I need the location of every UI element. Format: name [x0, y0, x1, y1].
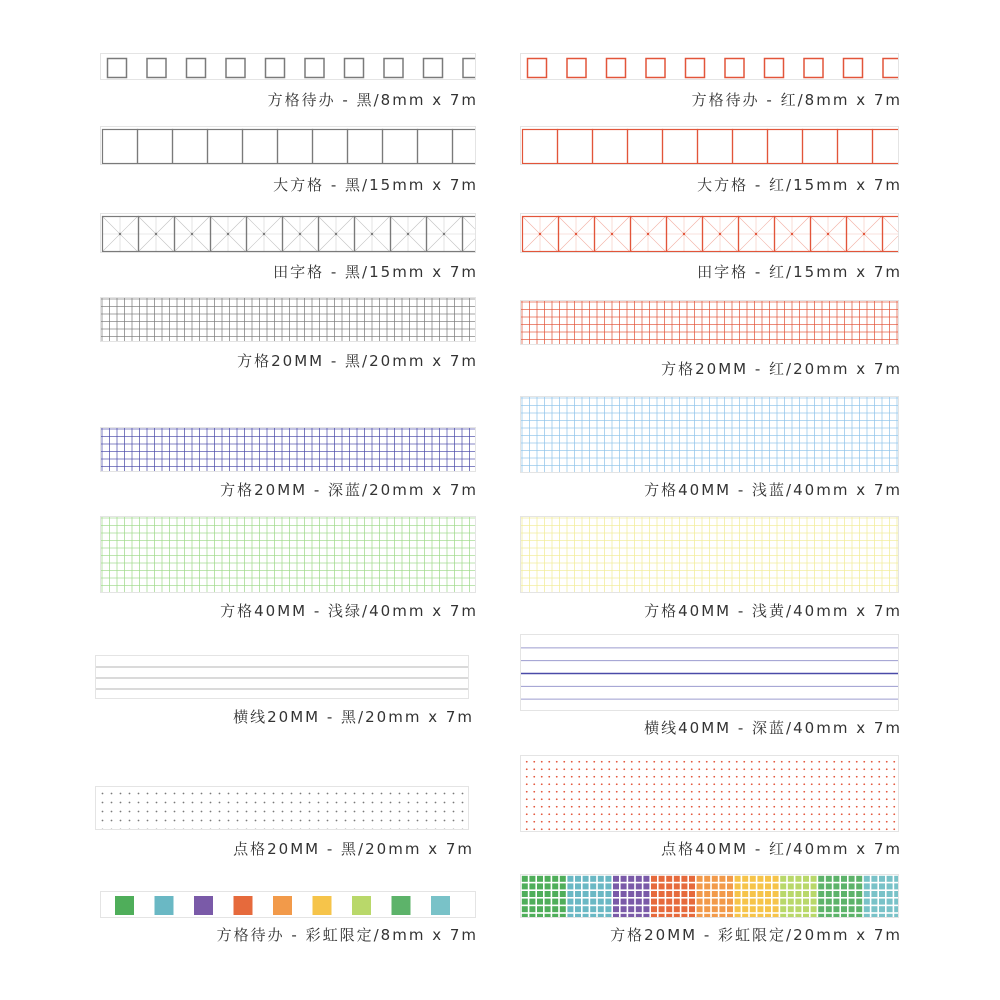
tape-pattern: [101, 54, 476, 80]
tape-pattern: [521, 54, 899, 80]
tape-grid20-rainbow: [520, 874, 899, 918]
tape-label-grid20-black: 方格20MM - 黑/20mm x 7m: [237, 352, 478, 370]
tape-big-red: [520, 126, 899, 165]
tape-label-dots20-black: 点格20MM - 黑/20mm x 7m: [233, 840, 474, 858]
tape-label-big-red: 大方格 - 红/15mm x 7m: [697, 176, 902, 194]
tape-pattern: [521, 214, 899, 253]
tape-pattern: [521, 756, 899, 832]
tape-todo-rainbow: [100, 891, 476, 918]
tape-pattern: [521, 875, 899, 918]
tape-pattern: [521, 635, 899, 711]
tape-label-grid20-rainbow: 方格20MM - 彩虹限定/20mm x 7m: [610, 926, 902, 944]
tape-pattern: [101, 127, 476, 165]
tape-label-tian-black: 田字格 - 黑/15mm x 7m: [273, 263, 478, 281]
tape-tian-black: [100, 213, 476, 253]
tape-label-todo-red: 方格待办 - 红/8mm x 7m: [691, 91, 902, 109]
tape-tian-red: [520, 213, 899, 253]
tape-pattern: [101, 214, 476, 253]
tape-grid40-green: [100, 516, 476, 593]
tape-pattern: [96, 656, 469, 699]
tape-label-todo-black: 方格待办 - 黑/8mm x 7m: [267, 91, 478, 109]
tape-pattern: [101, 428, 476, 472]
tape-todo-red: [520, 53, 899, 80]
tape-pattern: [521, 301, 899, 345]
tape-label-tian-red: 田字格 - 红/15mm x 7m: [697, 263, 902, 281]
tape-pattern: [101, 892, 476, 918]
tape-grid20-red: [520, 300, 899, 345]
tape-label-grid40-yellow: 方格40MM - 浅黄/40mm x 7m: [644, 602, 902, 620]
tape-grid40-yellow: [520, 516, 899, 593]
tape-label-grid20-red: 方格20MM - 红/20mm x 7m: [661, 360, 902, 378]
tape-label-big-black: 大方格 - 黑/15mm x 7m: [273, 176, 478, 194]
tape-label-dots40-red: 点格40MM - 红/40mm x 7m: [661, 840, 902, 858]
tape-label-grid20-navy: 方格20MM - 深蓝/20mm x 7m: [220, 481, 478, 499]
tape-pattern: [521, 517, 899, 593]
tape-pattern: [521, 127, 899, 165]
tape-lines20-black: [95, 655, 469, 699]
tape-dots40-red: [520, 755, 899, 832]
tape-grid40-blue: [520, 396, 899, 473]
tape-pattern: [96, 787, 469, 830]
tape-label-grid40-blue: 方格40MM - 浅蓝/40mm x 7m: [644, 481, 902, 499]
tape-pattern: [521, 397, 899, 473]
tape-grid20-navy: [100, 427, 476, 472]
tape-todo-black: [100, 53, 476, 80]
tape-dots20-black: [95, 786, 469, 830]
tape-big-black: [100, 126, 476, 165]
tape-grid20-black: [100, 297, 476, 342]
tape-pattern: [101, 517, 476, 593]
tape-lines40-navy: [520, 634, 899, 711]
tape-label-grid40-green: 方格40MM - 浅绿/40mm x 7m: [220, 602, 478, 620]
tape-label-lines40-navy: 横线40MM - 深蓝/40mm x 7m: [644, 719, 902, 737]
tape-label-todo-rainbow: 方格待办 - 彩虹限定/8mm x 7m: [216, 926, 478, 944]
tape-pattern: [101, 298, 476, 342]
tape-label-lines20-black: 横线20MM - 黑/20mm x 7m: [233, 708, 474, 726]
